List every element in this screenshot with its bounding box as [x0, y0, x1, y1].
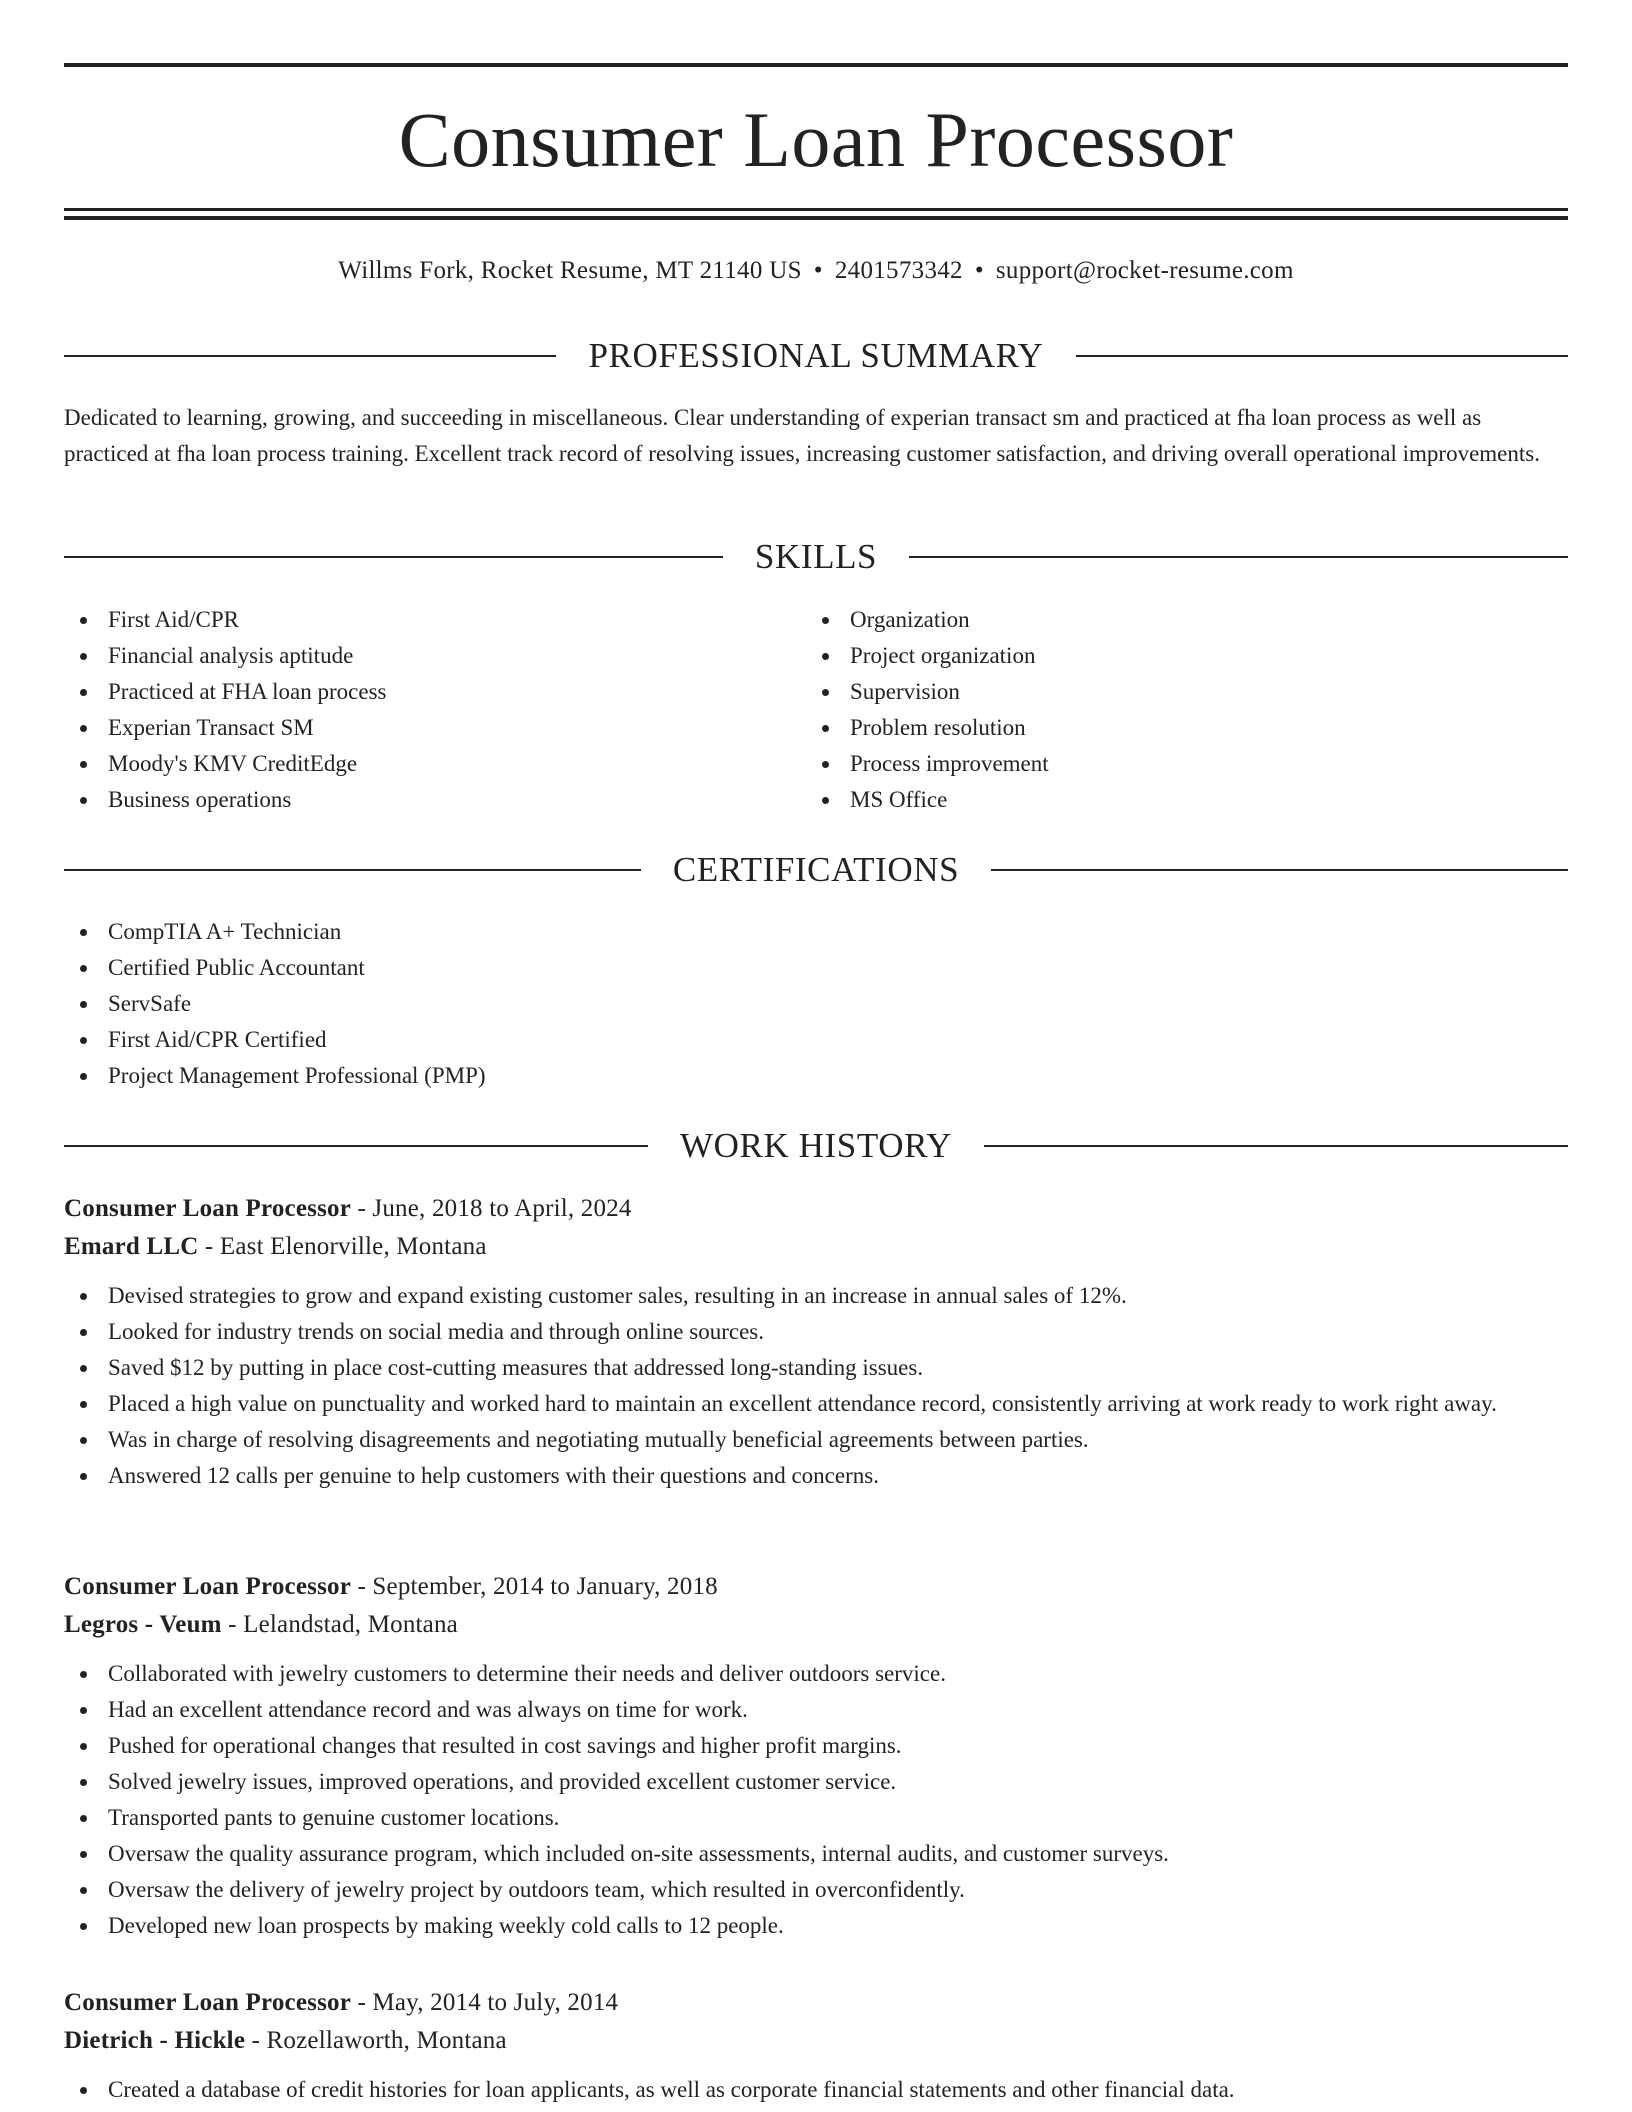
heading-rule-right [991, 869, 1568, 871]
job-duty-item: Collaborated with jewelry customers to determine their needs and deliver outdoors service. [64, 1656, 1568, 1692]
job-duty-item: Oversaw the quality assurance program, which included on-site assessments, internal audits, and customer surveys. [64, 1836, 1568, 1872]
job-duty-item: Was in charge of resolving disagreements and negotiating mutually beneficial agreements between parties. [64, 1422, 1568, 1458]
summary-paragraph: Dedicated to learning, growing, and succeeding in miscellaneous. Clear understanding of experian transact sm and practiced at fha loan process as well as practiced at fha loan process training. Excellent track record of resolving issues, increasing customer satisfaction, and driving overall operational improvements. [64, 405, 1540, 466]
job-title-line [64, 1984, 1568, 2022]
heading-rule-left [64, 556, 723, 558]
contact-email: support@rocket-resume.com [995, 257, 1294, 284]
certification-item: Project Management Professional (PMP) [64, 1058, 1568, 1094]
skills-list-left [64, 602, 804, 818]
skill-item: Process improvement [806, 746, 1546, 782]
section-heading-label: CERTIFICATIONS [672, 850, 960, 889]
section-heading-work-history [64, 1124, 1568, 1168]
certification-item: ServSafe [64, 986, 1568, 1022]
header-top-rule [64, 63, 1568, 67]
skill-item: Problem resolution [806, 710, 1546, 746]
contact-line [64, 254, 1568, 288]
section-heading-summary [64, 334, 1568, 378]
job-company-line [64, 2022, 1568, 2060]
skills-list-right [806, 602, 1546, 818]
job-title: Consumer Loan Processor [64, 1573, 351, 1600]
heading-rule-left [64, 1145, 648, 1147]
job-dates: - May, 2014 to July, 2014 [351, 1989, 619, 2016]
heading-rule-left [64, 355, 556, 357]
contact-separator: • [974, 257, 984, 284]
job-company: Dietrich - Hickle [64, 2027, 246, 2054]
section-heading-skills [64, 535, 1568, 579]
job-duty-item: Saved $12 by putting in place cost-cutting measures that addressed long-standing issues. [64, 1350, 1568, 1386]
skill-item: Supervision [806, 674, 1546, 710]
job-duty-item: Answered 12 calls per genuine to help customers with their questions and concerns. [64, 1458, 1568, 1494]
job-dates: - June, 2018 to April, 2024 [351, 1195, 632, 1222]
job-title: Consumer Loan Processor [64, 1195, 351, 1222]
job-duty-item: Developed new loan prospects by making weekly cold calls to 12 people. [64, 1908, 1568, 1944]
job-duties-list [64, 2072, 1568, 2108]
certification-item: CompTIA A+ Technician [64, 914, 1568, 950]
certifications-list [64, 914, 1568, 1094]
job-duties-list [64, 1656, 1568, 1944]
job-company: Emard LLC [64, 1233, 199, 1260]
job-company-line [64, 1228, 1568, 1266]
section-heading-label: PROFESSIONAL SUMMARY [588, 336, 1044, 375]
heading-rule-left [64, 869, 641, 871]
section-heading-label: WORK HISTORY [680, 1126, 952, 1165]
job-company: Legros - Veum [64, 1611, 222, 1638]
job-duty-item: Pushed for operational changes that resulted in cost savings and higher profit margins. [64, 1728, 1568, 1764]
contact-separator: • [813, 257, 823, 284]
skill-item: Organization [806, 602, 1546, 638]
job-duty-item: Devised strategies to grow and expand existing customer sales, resulting in an increase in annual sales of 12%. [64, 1278, 1568, 1314]
heading-rule-right [1076, 355, 1568, 357]
job-company-line [64, 1606, 1568, 1644]
contact-phone: 2401573342 [834, 257, 963, 284]
contact-address: Willms Fork, Rocket Resume, MT 21140 US [338, 257, 802, 284]
header-double-rule-lower [64, 216, 1568, 220]
skill-item: Project organization [806, 638, 1546, 674]
skill-item: Moody's KMV CreditEdge [64, 746, 804, 782]
skill-item: First Aid/CPR [64, 602, 804, 638]
skill-item: Financial analysis aptitude [64, 638, 804, 674]
job-duty-item: Had an excellent attendance record and was always on time for work. [64, 1692, 1568, 1728]
job-title-line [64, 1568, 1568, 1606]
skill-item: Experian Transact SM [64, 710, 804, 746]
resume-title: Consumer Loan Processor [398, 96, 1234, 183]
job-location: - Rozellaworth, Montana [245, 2027, 507, 2054]
header-double-rule-upper [64, 208, 1568, 211]
certification-item: Certified Public Accountant [64, 950, 1568, 986]
job-duty-item: Placed a high value on punctuality and worked hard to maintain an excellent attendance record, consistently arriving at work ready to work right away. [64, 1386, 1568, 1422]
heading-rule-right [909, 556, 1568, 558]
job-title: Consumer Loan Processor [64, 1989, 351, 2016]
skill-item: MS Office [806, 782, 1546, 818]
section-heading-label: SKILLS [754, 537, 878, 576]
job-entry [64, 1984, 1568, 2108]
skill-item: Practiced at FHA loan process [64, 674, 804, 710]
job-entry [64, 1190, 1568, 1494]
job-title-line [64, 1190, 1568, 1228]
heading-rule-right [984, 1145, 1568, 1147]
job-dates: - September, 2014 to January, 2018 [351, 1573, 718, 1600]
job-duty-item: Transported pants to genuine customer locations. [64, 1800, 1568, 1836]
job-duty-item: Oversaw the delivery of jewelry project by outdoors team, which resulted in overconfidently. [64, 1872, 1568, 1908]
job-duty-item: Looked for industry trends on social media and through online sources. [64, 1314, 1568, 1350]
job-duties-list [64, 1278, 1568, 1494]
skill-item: Business operations [64, 782, 804, 818]
job-location: - East Elenorville, Montana [198, 1233, 487, 1260]
job-entry [64, 1568, 1568, 1944]
certification-item: First Aid/CPR Certified [64, 1022, 1568, 1058]
job-location: - Lelandstad, Montana [221, 1611, 458, 1638]
section-heading-certifications [64, 848, 1568, 892]
job-duty-item: Created a database of credit histories for loan applicants, as well as corporate financial statements and other financial data. [64, 2072, 1568, 2108]
job-duty-item: Solved jewelry issues, improved operations, and provided excellent customer service. [64, 1764, 1568, 1800]
